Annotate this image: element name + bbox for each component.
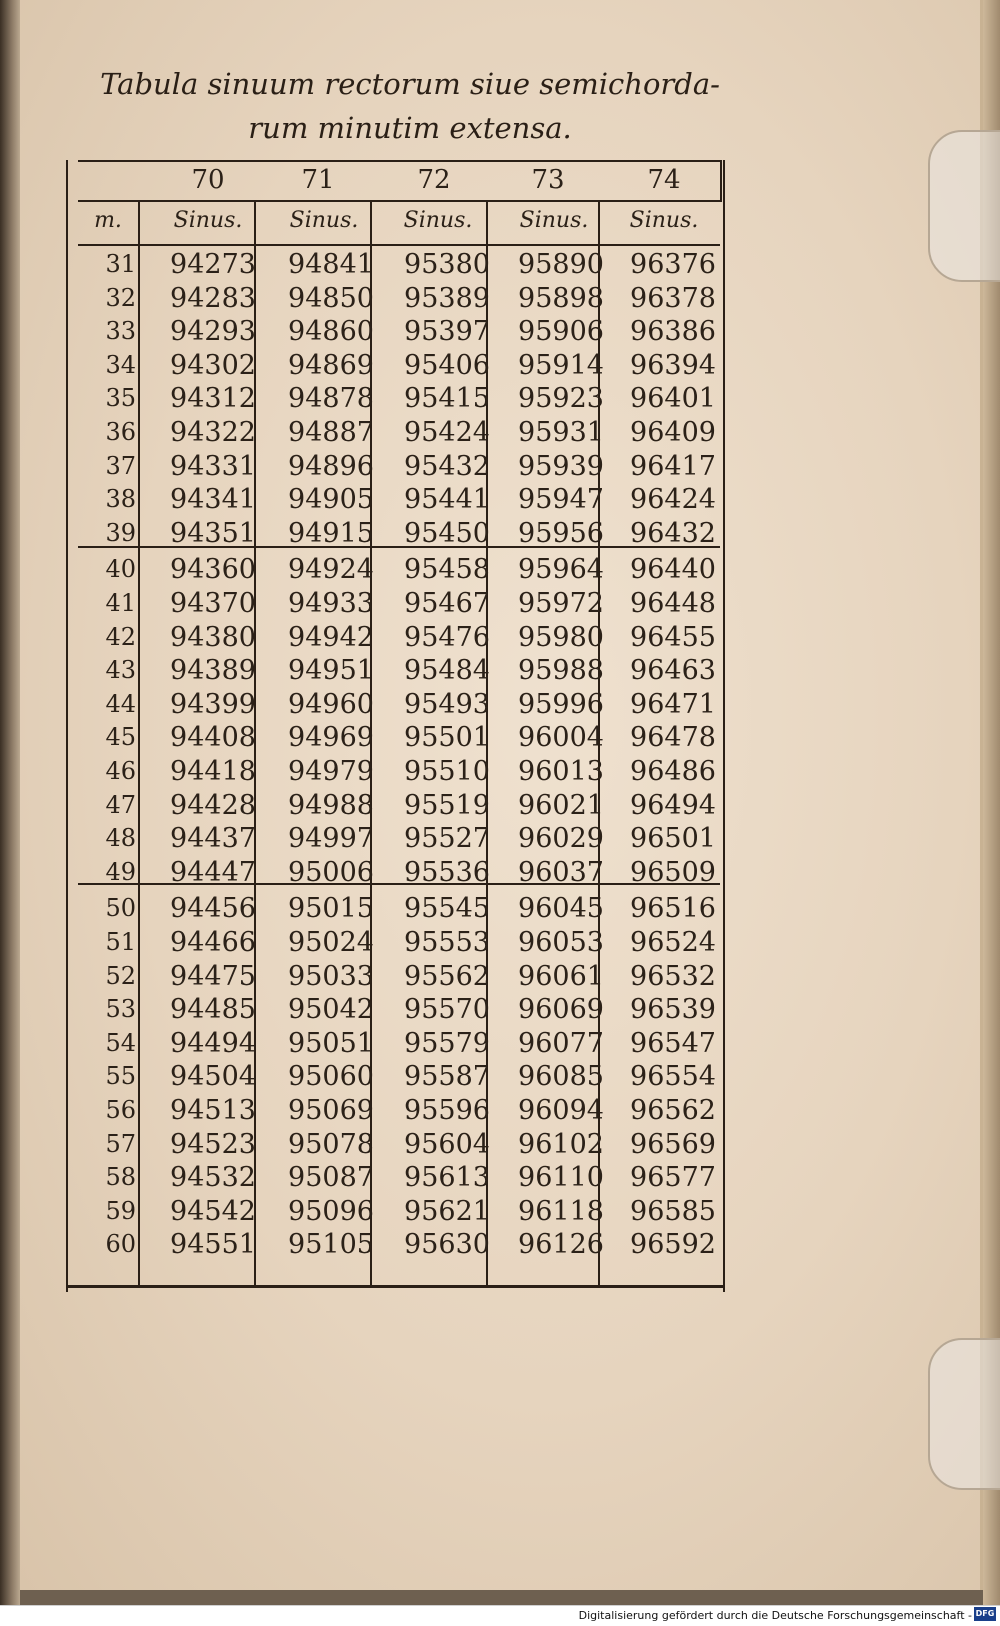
sine-value-cell: 94370: [170, 588, 256, 619]
sine-value-cell: 94485: [170, 994, 256, 1026]
sine-value-cell: 94951: [288, 655, 374, 687]
sine-value-cell: 94542: [170, 1195, 256, 1227]
sine-value-cell: 95493: [404, 688, 490, 720]
sine-value-cell: 95579: [404, 1027, 490, 1059]
sine-value-cell: 95406: [404, 349, 490, 381]
sine-value-cell: 94896: [288, 450, 374, 482]
sine-value-cell: 95087: [288, 1162, 374, 1194]
sine-value-cell: 96077: [518, 1027, 604, 1059]
table-row: [78, 892, 720, 926]
sine-value-cell: 96562: [630, 1095, 716, 1126]
sine-value-cell: 96486: [630, 756, 716, 787]
sine-value-cell: 94283: [170, 282, 256, 314]
sine-value-cell: 94841: [288, 249, 374, 280]
table-row: [78, 621, 720, 655]
sine-value-cell: 96085: [518, 1061, 604, 1093]
sine-value-cell: 94988: [288, 789, 374, 821]
sine-value-cell: 94860: [288, 316, 374, 348]
sine-value-cell: 96532: [630, 960, 716, 992]
sine-value-cell: 96478: [630, 722, 716, 754]
sine-value-cell: 96424: [630, 484, 716, 516]
minute-cell: 49: [105, 857, 136, 886]
minute-cell: 45: [105, 723, 136, 752]
sine-value-cell: 95914: [518, 349, 604, 381]
sine-value-cell: 95033: [288, 960, 374, 992]
sine-value-cell: 96501: [630, 823, 716, 855]
sine-value-cell: 95096: [288, 1195, 374, 1227]
sine-value-cell: 94273: [170, 249, 256, 280]
sine-value-cell: 95898: [518, 282, 604, 314]
sine-value-cell: 94523: [170, 1128, 256, 1160]
minute-cell: 46: [105, 757, 136, 785]
table-row: [78, 755, 720, 789]
sine-value-cell: 96045: [518, 893, 604, 925]
sine-value-cell: 94360: [170, 554, 256, 586]
sine-value-cell: 94915: [288, 517, 374, 549]
sine-value-cell: 95432: [404, 450, 490, 482]
sine-value-cell: 95923: [518, 383, 604, 415]
sine-value-cell: 94447: [170, 856, 256, 888]
table-row: [78, 1195, 720, 1229]
digitization-credit: Digitalisierung gefördert durch die Deutsche Forschungsgemeinschaft -: [578, 1609, 972, 1622]
table-row: [78, 517, 720, 551]
minute-cell: 32: [105, 283, 136, 312]
minute-cell: 53: [105, 995, 136, 1024]
sine-value-cell: 96409: [630, 417, 716, 448]
table-row: [78, 1161, 720, 1195]
degree-label: 70: [191, 165, 225, 195]
sine-value-cell: 96029: [518, 823, 604, 855]
sine-value-cell: 96094: [518, 1095, 604, 1126]
sine-value-cell: 96539: [630, 994, 716, 1026]
sine-value-cell: 95947: [518, 484, 604, 516]
sine-value-cell: 94504: [170, 1061, 256, 1093]
table-row: [78, 315, 720, 349]
sine-value-cell: 96448: [630, 588, 716, 619]
degree-label: 72: [417, 165, 451, 195]
sine-value-cell: 95553: [404, 927, 490, 958]
sine-value-cell: 95105: [288, 1229, 374, 1261]
minute-cell: 36: [105, 418, 136, 446]
degree-label: 73: [531, 165, 565, 195]
sine-value-cell: 95484: [404, 655, 490, 687]
sine-value-cell: 95613: [404, 1162, 490, 1194]
sine-value-cell: 96432: [630, 517, 716, 549]
sinus-header: Sinus.: [403, 208, 473, 233]
sine-value-cell: 95587: [404, 1061, 490, 1093]
sinus-header: Sinus.: [173, 208, 243, 233]
sine-value-cell: 95996: [518, 688, 604, 720]
sine-value-cell: 95441: [404, 484, 490, 516]
sine-value-cell: 96013: [518, 756, 604, 787]
sine-value-cell: 94322: [170, 417, 256, 448]
title-line-2: rum minutim extensa.: [248, 111, 572, 145]
sine-value-cell: 94551: [170, 1229, 256, 1261]
sine-value-cell: 95604: [404, 1128, 490, 1160]
sine-value-cell: 95078: [288, 1128, 374, 1160]
minute-cell: 34: [105, 350, 136, 379]
minute-cell: 44: [105, 689, 136, 718]
sine-value-cell: 94933: [288, 588, 374, 619]
sine-value-cell: 96494: [630, 789, 716, 821]
sine-value-cell: 95519: [404, 789, 490, 821]
sine-value-cell: 96455: [630, 621, 716, 653]
sinus-header: Sinus.: [629, 208, 699, 233]
dfg-logo: DFG: [974, 1607, 996, 1621]
minute-cell: 39: [105, 518, 136, 547]
sine-value-cell: 95006: [288, 856, 374, 888]
minute-cell: 50: [105, 894, 136, 923]
sine-value-cell: 94969: [288, 722, 374, 754]
sine-value-cell: 96417: [630, 450, 716, 482]
sine-value-cell: 94924: [288, 554, 374, 586]
minute-cell: 43: [105, 656, 136, 685]
sine-value-cell: 95939: [518, 450, 604, 482]
sine-value-cell: 95467: [404, 588, 490, 619]
sine-value-cell: 95988: [518, 655, 604, 687]
sine-value-cell: 96569: [630, 1128, 716, 1160]
sine-value-cell: 94351: [170, 517, 256, 549]
sine-value-cell: 96577: [630, 1162, 716, 1194]
sine-value-cell: 94466: [170, 927, 256, 958]
sine-value-cell: 94513: [170, 1095, 256, 1126]
sine-value-cell: 94302: [170, 349, 256, 381]
sine-value-cell: 96061: [518, 960, 604, 992]
sine-value-cell: 94997: [288, 823, 374, 855]
sine-value-cell: 95389: [404, 282, 490, 314]
sine-value-cell: 96376: [630, 249, 716, 280]
table-row: [78, 654, 720, 688]
table-row: [78, 1228, 720, 1262]
table-row: [78, 450, 720, 484]
minute-cell: 47: [105, 790, 136, 819]
minute-cell: 59: [105, 1196, 136, 1225]
sine-value-cell: 96440: [630, 554, 716, 586]
sine-value-cell: 94878: [288, 383, 374, 415]
sine-value-cell: 95980: [518, 621, 604, 653]
table-row: [78, 822, 720, 856]
sine-value-cell: 96037: [518, 856, 604, 888]
sine-value-cell: 95042: [288, 994, 374, 1026]
sine-value-cell: 95397: [404, 316, 490, 348]
table-row: [78, 587, 720, 621]
binding-edge: [0, 0, 20, 1605]
sine-value-cell: 95024: [288, 927, 374, 958]
minute-cell: 38: [105, 485, 136, 514]
sine-value-cell: 95450: [404, 517, 490, 549]
table-row: [78, 789, 720, 823]
sine-value-cell: 94532: [170, 1162, 256, 1194]
degree-label: 71: [301, 165, 335, 195]
sine-value-cell: 95630: [404, 1229, 490, 1261]
sine-value-cell: 95051: [288, 1027, 374, 1059]
minute-cell: 57: [105, 1129, 136, 1158]
sine-value-cell: 95931: [518, 417, 604, 448]
sine-value-cell: 96386: [630, 316, 716, 348]
sine-value-cell: 94456: [170, 893, 256, 925]
table-row: [78, 382, 720, 416]
sine-value-cell: 95621: [404, 1195, 490, 1227]
sine-value-cell: 95424: [404, 417, 490, 448]
minute-cell: 58: [105, 1163, 136, 1192]
sine-value-cell: 95596: [404, 1095, 490, 1126]
title-line-1: Tabula sinuum rectorum siue semichorda-: [100, 67, 720, 101]
sine-value-cell: 94494: [170, 1027, 256, 1059]
sine-value-cell: 94331: [170, 450, 256, 482]
sine-value-cell: 94979: [288, 756, 374, 787]
minute-cell: 42: [105, 622, 136, 651]
sine-value-cell: 95069: [288, 1095, 374, 1126]
minute-cell: 56: [105, 1096, 136, 1124]
minute-cell: 41: [105, 589, 136, 617]
sine-value-cell: 96592: [630, 1229, 716, 1261]
sine-value-cell: 94850: [288, 282, 374, 314]
table-row: [78, 483, 720, 517]
sine-value-cell: 95972: [518, 588, 604, 619]
sinus-header: Sinus.: [519, 208, 589, 233]
sine-value-cell: 96554: [630, 1061, 716, 1093]
sine-value-cell: 96585: [630, 1195, 716, 1227]
sine-value-cell: 96053: [518, 927, 604, 958]
sine-value-cell: 95015: [288, 893, 374, 925]
sine-value-cell: 96004: [518, 722, 604, 754]
minute-cell: 37: [105, 451, 136, 480]
sine-value-cell: 95890: [518, 249, 604, 280]
sine-value-cell: 96516: [630, 893, 716, 925]
table-row: [78, 721, 720, 755]
sine-value-cell: 94437: [170, 823, 256, 855]
sine-value-cell: 96509: [630, 856, 716, 888]
sine-table: [66, 160, 725, 1292]
sine-value-cell: 94408: [170, 722, 256, 754]
sine-value-cell: 95536: [404, 856, 490, 888]
sine-value-cell: 94905: [288, 484, 374, 516]
clip-bottom: [928, 1338, 1000, 1490]
table-row: [78, 856, 720, 890]
table-row: [78, 1128, 720, 1162]
minute-cell: 54: [105, 1028, 136, 1057]
sine-value-cell: 95956: [518, 517, 604, 549]
table-row: [78, 282, 720, 316]
table-bottom-rule: [68, 1285, 723, 1288]
sine-value-cell: 96118: [518, 1195, 604, 1227]
sine-value-cell: 95458: [404, 554, 490, 586]
sinus-header: Sinus.: [289, 208, 359, 233]
table-row: [78, 553, 720, 587]
clip-top: [928, 130, 1000, 282]
sine-value-cell: 94312: [170, 383, 256, 415]
column-header-row: [78, 200, 720, 246]
sine-value-cell: 95570: [404, 994, 490, 1026]
table-row: [78, 416, 720, 450]
sine-value-cell: 96126: [518, 1229, 604, 1261]
minutes-header: m.: [94, 208, 122, 233]
table-row: [78, 1027, 720, 1061]
minute-cell: 31: [105, 250, 136, 278]
sine-value-cell: 96110: [518, 1162, 604, 1194]
sine-value-cell: 96394: [630, 349, 716, 381]
sine-value-cell: 95380: [404, 249, 490, 280]
sine-value-cell: 96524: [630, 927, 716, 958]
sine-value-cell: 96102: [518, 1128, 604, 1160]
sine-value-cell: 96378: [630, 282, 716, 314]
sine-value-cell: 95510: [404, 756, 490, 787]
minute-cell: 55: [105, 1062, 136, 1091]
sine-value-cell: 94293: [170, 316, 256, 348]
sine-value-cell: 95545: [404, 893, 490, 925]
sine-value-cell: 94418: [170, 756, 256, 787]
page-title: [70, 62, 750, 150]
table-row: [78, 1094, 720, 1128]
sine-value-cell: 95415: [404, 383, 490, 415]
minute-cell: 40: [105, 555, 136, 584]
sine-value-cell: 94380: [170, 621, 256, 653]
minute-cell: 51: [105, 928, 136, 956]
sine-value-cell: 94389: [170, 655, 256, 687]
sine-value-cell: 96463: [630, 655, 716, 687]
minute-cell: 60: [105, 1230, 136, 1259]
sine-value-cell: 94960: [288, 688, 374, 720]
sine-value-cell: 94399: [170, 688, 256, 720]
sine-value-cell: 96471: [630, 688, 716, 720]
table-row: [78, 248, 720, 282]
table-row: [78, 688, 720, 722]
degree-label: 74: [647, 165, 681, 195]
table-row: [78, 960, 720, 994]
sine-value-cell: 94341: [170, 484, 256, 516]
sine-value-cell: 94869: [288, 349, 374, 381]
sine-value-cell: 96069: [518, 994, 604, 1026]
minute-cell: 33: [105, 317, 136, 346]
table-row: [78, 926, 720, 960]
sine-value-cell: 95060: [288, 1061, 374, 1093]
sine-value-cell: 94887: [288, 417, 374, 448]
sine-value-cell: 96401: [630, 383, 716, 415]
table-row: [78, 1060, 720, 1094]
table-row: [78, 993, 720, 1027]
sine-value-cell: 95964: [518, 554, 604, 586]
sine-value-cell: 96021: [518, 789, 604, 821]
sine-value-cell: 96547: [630, 1027, 716, 1059]
sine-value-cell: 95906: [518, 316, 604, 348]
minute-cell: 52: [105, 961, 136, 990]
table-row: [78, 349, 720, 383]
degree-header-row: [78, 160, 722, 202]
sine-value-cell: 95527: [404, 823, 490, 855]
minute-cell: 48: [105, 824, 136, 853]
minute-cell: 35: [105, 384, 136, 413]
sine-value-cell: 95501: [404, 722, 490, 754]
sine-value-cell: 94428: [170, 789, 256, 821]
sine-value-cell: 94475: [170, 960, 256, 992]
sine-value-cell: 95476: [404, 621, 490, 653]
sine-value-cell: 94942: [288, 621, 374, 653]
sine-value-cell: 95562: [404, 960, 490, 992]
